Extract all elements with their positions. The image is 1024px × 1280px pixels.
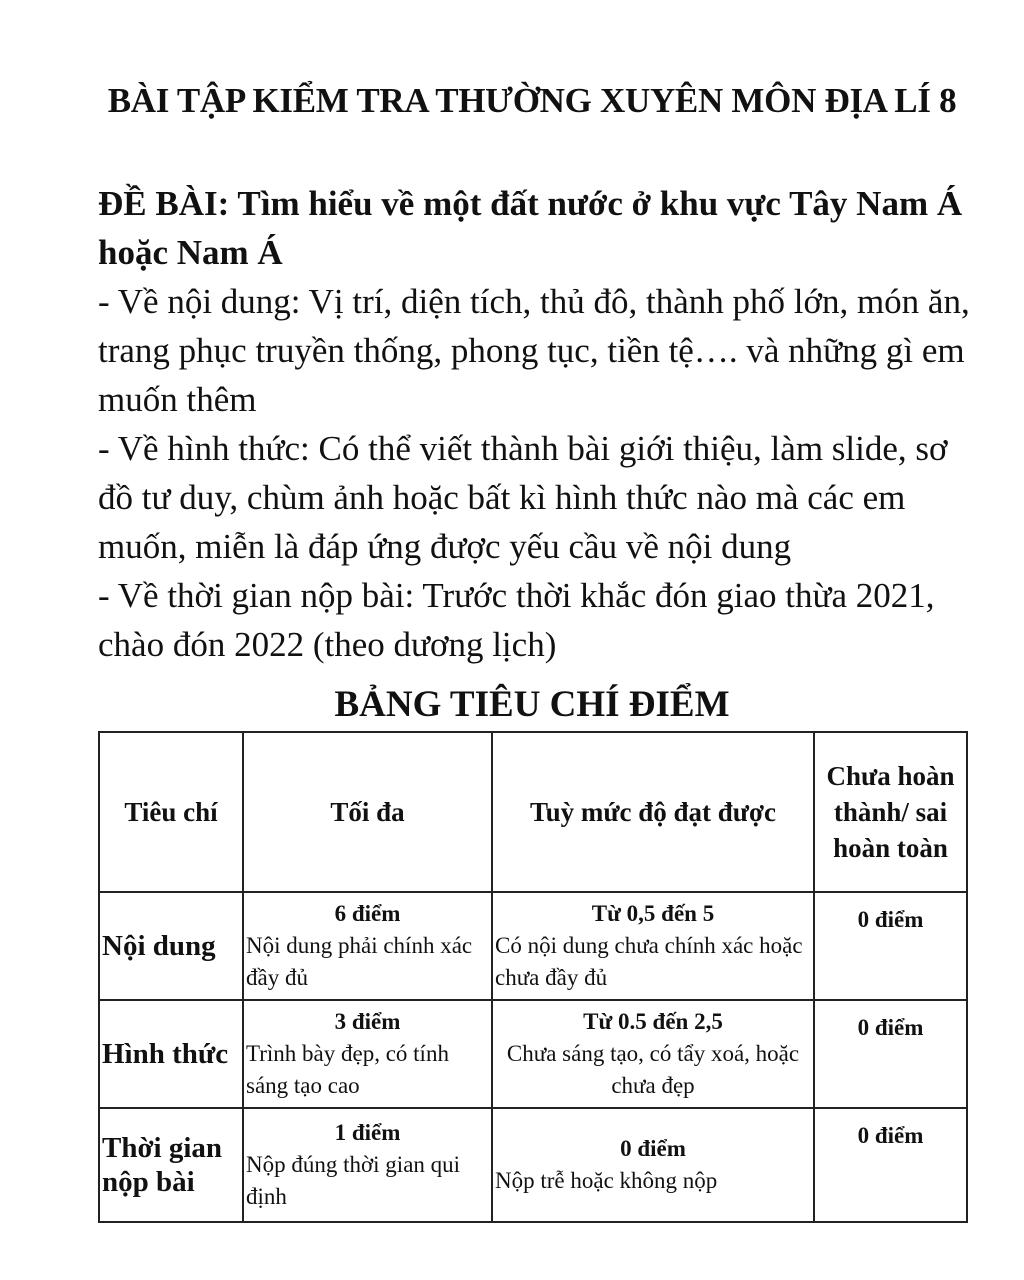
criterion-cell: Thời gian nộp bài: [99, 1108, 243, 1222]
partial-description: Chưa sáng tạo, có tẩy xoá, hoặc chưa đẹp: [506, 1041, 800, 1098]
max-description: Trình bày đẹp, có tính sáng tạo cao: [246, 1041, 449, 1098]
fail-score: 0 điểm: [814, 892, 967, 1000]
fail-score: 0 điểm: [814, 1108, 967, 1222]
assignment-item-format: - Về hình thức: Có thể viết thành bài giới thiệu, làm slide, sơ đồ tư duy, chùm ảnh hoặc bất kì hình thức nào mà các em muốn, miễn là đáp ứng được yếu cầu về nội dung: [98, 429, 948, 566]
table-row: [99, 892, 967, 1000]
max-cell: [243, 1108, 492, 1222]
partial-cell: [492, 892, 814, 1000]
partial-score: Từ 0.5 đến 2,5: [583, 1009, 723, 1034]
table-row: [99, 1108, 967, 1222]
max-description: Nội dung phải chính xác đầy đủ: [246, 933, 473, 990]
partial-cell: [492, 1000, 814, 1108]
max-score: 6 điểm: [334, 901, 401, 926]
criteria-table: [98, 731, 968, 1223]
criterion-cell: Hình thức: [99, 1000, 243, 1108]
document-title: BÀI TẬP KIỂM TRA THƯỜNG XUYÊN MÔN ĐỊA LÍ 8: [107, 81, 957, 120]
max-cell: [243, 1000, 492, 1108]
assignment-heading: ĐỀ BÀI: Tìm hiểu về một đất nước ở khu vực Tây Nam Á hoặc Nam Á: [98, 184, 963, 272]
max-description: Nộp đúng thời gian qui định: [246, 1152, 461, 1209]
partial-cell: [492, 1108, 814, 1222]
partial-description: Nộp trễ hoặc không nộp: [495, 1168, 718, 1193]
header-max: Tối đa: [243, 732, 492, 892]
max-score: 3 điểm: [334, 1009, 401, 1034]
header-partial: Tuỳ mức độ đạt được: [492, 732, 814, 892]
max-cell: [243, 892, 492, 1000]
header-criterion: Tiêu chí: [99, 732, 243, 892]
max-score: 1 điểm: [334, 1120, 401, 1145]
assignment-section: [98, 179, 978, 669]
partial-score: Từ 0,5 đến 5: [591, 901, 715, 926]
criterion-cell: Nội dung: [99, 892, 243, 1000]
table-header-row: [99, 732, 967, 892]
table-row: [99, 1000, 967, 1108]
partial-score: 0 điểm: [620, 1136, 686, 1161]
assignment-item-content: - Về nội dung: Vị trí, diện tích, thủ đô, thành phố lớn, món ăn, trang phục truyền thống, phong tục, tiền tệ…. và những gì em muốn thêm: [98, 282, 970, 419]
partial-description: Có nội dung chưa chính xác hoặc chưa đầy đủ: [495, 933, 803, 990]
assignment-item-deadline: - Về thời gian nộp bài: Trước thời khắc đón giao thừa 2021, chào đón 2022 (theo dương lịch): [98, 576, 935, 664]
table-title: BẢNG TIÊU CHÍ ĐIỂM: [334, 684, 730, 725]
fail-score: 0 điểm: [814, 1000, 967, 1108]
header-fail: Chưa hoàn thành/ sai hoàn toàn: [814, 732, 967, 892]
